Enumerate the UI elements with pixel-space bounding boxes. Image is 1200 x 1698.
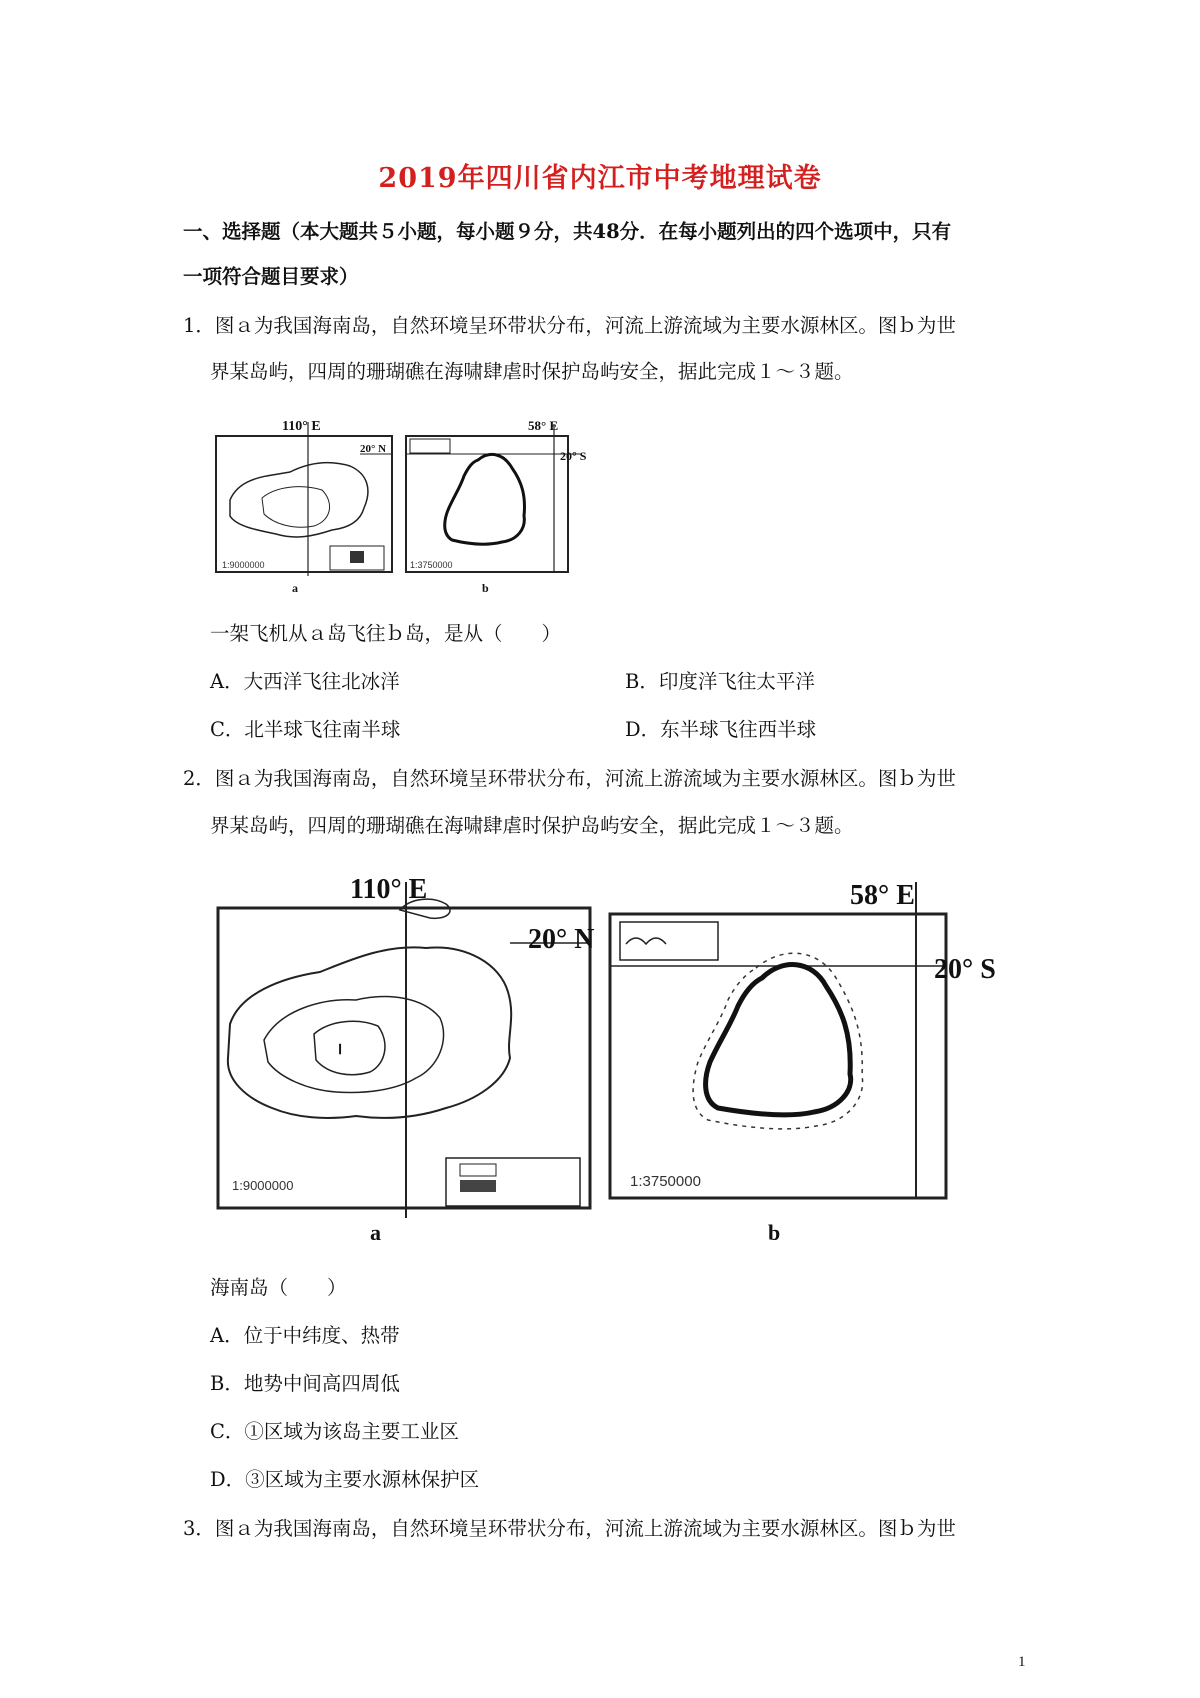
q1-figure bbox=[210, 416, 650, 596]
svg-text:Ⅰ: Ⅰ bbox=[338, 1043, 343, 1058]
page-number: 1 bbox=[1018, 1654, 1026, 1670]
map-a-scale: 1:9000000 bbox=[232, 1178, 294, 1193]
q1-stem-line2: 界某岛屿，四周的珊瑚礁在海啸肆虐时保护岛屿安全，据此完成１～３题。 bbox=[210, 360, 854, 383]
q2-option-a: A．位于中纬度、热带 bbox=[210, 1324, 400, 1347]
q3-stem-line1: 3．图ａ为我国海南岛，自然环境呈环带状分布，河流上游流域为主要水源林区。图ｂ为世 bbox=[183, 1517, 956, 1540]
q1-option-a: A．大西洋飞往北冰洋 bbox=[210, 670, 400, 693]
section-heading-line1: 一、选择题（本大题共５小题，每小题９分，共48分．在每小题列出的四个选项中，只有 bbox=[183, 220, 952, 243]
q2-option-b: B．地势中间高四周低 bbox=[210, 1372, 400, 1395]
q1-option-c: C．北半球飞往南半球 bbox=[210, 718, 401, 741]
q1-stem-line1: 1．图ａ为我国海南岛，自然环境呈环带状分布，河流上游流域为主要水源林区。图ｂ为世 bbox=[183, 314, 956, 337]
map-b-caption: b bbox=[768, 1220, 781, 1245]
map-a-small-longitude: 110° E bbox=[282, 419, 321, 434]
map-a-small-latitude: 20° N bbox=[360, 443, 387, 455]
q2-stem-line1: 2．图ａ为我国海南岛，自然环境呈环带状分布，河流上游流域为主要水源林区。图ｂ为世 bbox=[183, 767, 956, 790]
map-b-small-longitude: 58° E bbox=[528, 418, 559, 433]
q1-option-d: D．东半球飞往西半球 bbox=[625, 718, 817, 741]
q2-stem-line2: 界某岛屿，四周的珊瑚礁在海啸肆虐时保护岛屿安全，据此完成１～３题。 bbox=[210, 814, 854, 837]
map-a-small-scale: 1:9000000 bbox=[222, 560, 265, 570]
map-b-latitude: 20° S bbox=[934, 954, 996, 985]
map-a-latitude: 20° N bbox=[528, 924, 595, 955]
q2-figure bbox=[210, 868, 1100, 1248]
map-a-longitude: 110° E bbox=[350, 874, 428, 905]
map-b-scale: 1:3750000 bbox=[630, 1173, 701, 1190]
map-b-longitude: 58° E bbox=[850, 880, 915, 911]
map-b-small-latitude: 20° S bbox=[560, 449, 587, 463]
map-a-caption: a bbox=[370, 1220, 381, 1245]
q1-question: 一架飞机从ａ岛飞往ｂ岛，是从（ ） bbox=[210, 622, 562, 645]
map-b-small-scale: 1:3750000 bbox=[410, 560, 453, 570]
map-a-large bbox=[218, 874, 594, 1245]
q2-question: 海南岛（ ） bbox=[210, 1276, 347, 1299]
map-b-small bbox=[406, 418, 587, 595]
map-a-small bbox=[216, 419, 392, 595]
section-heading-line2: 一项符合题目要求） bbox=[183, 265, 359, 288]
q2-option-d: D．③区域为主要水源林保护区 bbox=[210, 1468, 480, 1491]
q2-option-c: C．①区域为该岛主要工业区 bbox=[210, 1420, 459, 1443]
map-a-small-caption: a bbox=[292, 581, 298, 595]
map-b-small-caption: b bbox=[482, 581, 489, 595]
map-b-large bbox=[610, 880, 996, 1245]
q1-option-b: B．印度洋飞往太平洋 bbox=[625, 670, 815, 693]
page-title: 2019年四川省内江市中考地理试卷 bbox=[378, 163, 822, 194]
